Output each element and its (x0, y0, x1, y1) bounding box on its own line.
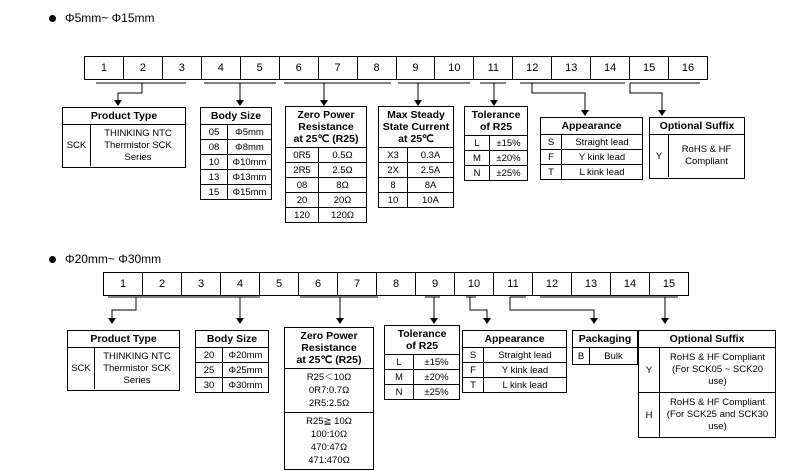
value-cell: Φ10mm (228, 155, 272, 170)
box-header: Optional Suffix (650, 118, 744, 135)
digit-cell: 5 (260, 273, 299, 295)
box-header: Packaging (573, 331, 637, 348)
table-row (379, 193, 453, 208)
max-current-box (378, 106, 454, 208)
digit-cell: 13 (552, 57, 591, 79)
box-header: Product Type (68, 331, 179, 348)
table-row (541, 150, 642, 165)
value-cell: 2.5Ω (319, 163, 367, 178)
table-row (541, 165, 642, 180)
code-cell: H (639, 393, 660, 438)
box-header: Tolerance (397, 328, 447, 340)
digit-cell: 6 (299, 273, 338, 295)
value-cell: ±25% (490, 166, 528, 181)
value-cell: ±25% (414, 385, 460, 400)
code-cell: L (385, 355, 414, 370)
value-cell: ±15% (490, 136, 528, 151)
box-header-line: at 25℃ (398, 133, 434, 145)
digit-cell: 12 (533, 273, 572, 295)
desc-cell: RoHS & HF Compliant (681, 144, 732, 167)
digit-cell: 10 (435, 57, 474, 79)
code-cell: X3 (379, 148, 408, 163)
value-cell: Φ30mm (223, 378, 269, 393)
table-row (465, 166, 527, 181)
tolerance-box (384, 325, 460, 400)
value-cell: RoHS & HF Compliant (For SCK05 ~ SCK20 use) (660, 348, 776, 393)
digit-cell: 2 (143, 273, 182, 295)
code-cell: S (541, 135, 562, 150)
desc-cell: THINKING NTC Thermistor SCK Series (104, 127, 172, 163)
value-cell: Straight lead (484, 348, 567, 363)
code-cell: N (465, 166, 490, 181)
code-cell: 05 (201, 125, 228, 140)
digit-cell: 11 (474, 57, 513, 79)
code-cell: S (463, 348, 484, 363)
resistance-line: R25＜10Ω (306, 372, 352, 383)
code-cell: Y (639, 348, 660, 393)
table-row (201, 170, 271, 185)
table-row (286, 163, 366, 178)
value-cell: Φ15mm (228, 185, 272, 200)
code-cell: 10 (201, 155, 228, 170)
digit-cell: 7 (319, 57, 358, 79)
digit-cell: 11 (494, 273, 533, 295)
optional-suffix-box (649, 117, 745, 179)
digit-cell: 10 (455, 273, 494, 295)
value-cell: 8A (408, 178, 454, 193)
table-row (463, 378, 566, 393)
table-row (465, 136, 527, 151)
value-cell: Φ5mm (228, 125, 272, 140)
value-cell: L kink lead (562, 165, 643, 180)
resistance-line: 0R7:0.7Ω (308, 385, 350, 396)
table-row (379, 148, 453, 163)
code-cell: 10 (379, 193, 408, 208)
digit-cell: 15 (630, 57, 669, 79)
code-cell: M (465, 151, 490, 166)
table-row (201, 185, 271, 200)
resistance-line: R25≧ 10Ω (285, 412, 373, 428)
table-row (463, 348, 566, 363)
box-header-line: at 25℃ (R25) (296, 354, 362, 366)
code-cell: 08 (201, 140, 228, 155)
box-header-line: Resistance (301, 342, 357, 354)
digit-cell: 2 (124, 57, 163, 79)
code-cell: F (541, 150, 562, 165)
value-cell: Y kink lead (484, 363, 567, 378)
table-row (286, 208, 366, 223)
resistance-line: 100:10Ω (310, 429, 348, 440)
table-row (196, 348, 268, 363)
value-cell: L kink lead (484, 378, 567, 393)
section-bullet (49, 256, 56, 263)
box-header-line: State Current (382, 121, 450, 133)
table-row (196, 378, 268, 393)
code-cell: M (385, 370, 414, 385)
digit-cell: 16 (681, 62, 695, 74)
table-row (201, 155, 271, 170)
code-cell: 25 (196, 363, 223, 378)
box-header: Body Size (201, 108, 271, 125)
resistance-line: 471:470Ω (308, 455, 350, 466)
table-row (379, 178, 453, 193)
digit-cell: 15 (662, 278, 676, 290)
code-cell: 120 (286, 208, 319, 223)
digit-cell: 9 (416, 273, 455, 295)
desc-cell: THINKING NTC Thermistor SCK Series (103, 350, 171, 386)
body-size-box (200, 107, 272, 200)
digit-cell: 6 (280, 57, 319, 79)
code-cell: 08 (286, 178, 319, 193)
value-cell: Φ8mm (228, 140, 272, 155)
code-cell: B (573, 348, 590, 364)
optional-suffix-box (638, 330, 776, 438)
box-header-line: at 25℃ (R25) (293, 133, 359, 145)
digit-cell: 9 (397, 57, 436, 79)
table-row (385, 385, 459, 400)
zero-power-box (285, 106, 367, 223)
resistance-line: 470:47Ω (310, 442, 348, 453)
table-row (286, 148, 366, 163)
code-cell: 13 (201, 170, 228, 185)
value-cell: Φ20mm (223, 348, 269, 363)
digit-cell: 12 (513, 57, 552, 79)
table-row (385, 370, 459, 385)
resistance-line: 2R5:2.5Ω (308, 398, 350, 409)
box-header: Zero Power (297, 109, 355, 121)
table-row (201, 125, 271, 140)
box-header: Body Size (196, 331, 268, 348)
digit-cell: 13 (572, 273, 611, 295)
code-cell: 20 (196, 348, 223, 363)
value-cell: Φ25mm (223, 363, 269, 378)
box-header: Appearance (541, 118, 642, 135)
product-type-box (62, 107, 186, 168)
product-type-box (67, 330, 180, 391)
table-row (639, 393, 775, 438)
digit-cell: 14 (591, 57, 630, 79)
table-row (201, 140, 271, 155)
section-bullet (49, 15, 56, 22)
digit-cell: 7 (338, 273, 377, 295)
box-header: Zero Power (300, 330, 358, 342)
value-cell: 8Ω (319, 178, 367, 193)
code-cell: 8 (379, 178, 408, 193)
code-cell: L (465, 136, 490, 151)
table-row (541, 135, 642, 150)
code-cell: T (541, 165, 562, 180)
code-cell: SCK (68, 348, 95, 389)
box-header: Appearance (463, 331, 566, 348)
table-row (286, 193, 366, 208)
box-header-line: Resistance (298, 121, 354, 133)
code-cell: Y (650, 135, 669, 177)
value-cell: ±20% (414, 370, 460, 385)
box-header: Max Steady (387, 109, 445, 121)
code-cell: 2X (379, 163, 408, 178)
packaging-box (572, 330, 638, 365)
digit-cell: 4 (221, 273, 260, 295)
value-cell: 120Ω (319, 208, 367, 223)
box-header: Product Type (63, 108, 185, 125)
table-row (286, 178, 366, 193)
value-cell: ±15% (414, 355, 460, 370)
table-row (385, 355, 459, 370)
value-cell: 20Ω (319, 193, 367, 208)
appearance-box (462, 330, 567, 393)
table-row (639, 348, 775, 393)
digit-cell: 3 (163, 57, 202, 79)
value-cell: 2.5A (408, 163, 454, 178)
table-row (465, 151, 527, 166)
code-cell: 20 (286, 193, 319, 208)
digit-cell: 1 (104, 273, 143, 295)
digit-cell: 5 (241, 57, 280, 79)
digit-cell: 4 (202, 57, 241, 79)
value-cell: RoHS & HF Compliant (For SCK25 and SCK30 use) (660, 393, 776, 438)
part-number-strip (103, 272, 689, 296)
value-cell: Φ13mm (228, 170, 272, 185)
value-cell: 0.3A (408, 148, 454, 163)
table-row (196, 363, 268, 378)
code-cell: F (463, 363, 484, 378)
digit-cell: 1 (85, 57, 124, 79)
box-header-line: of R25 (479, 121, 513, 133)
value-cell: Straight lead (562, 135, 643, 150)
digit-cell: 3 (182, 273, 221, 295)
value-cell: Y kink lead (562, 150, 643, 165)
value-cell: 10A (408, 193, 454, 208)
section-title: Φ20mm~ Φ30mm (65, 252, 162, 266)
box-header-line: of R25 (405, 340, 439, 352)
code-cell: 0R5 (286, 148, 319, 163)
code-cell: 2R5 (286, 163, 319, 178)
digit-cell: 14 (611, 273, 650, 295)
digit-cell: 8 (358, 57, 397, 79)
tolerance-box (464, 106, 528, 181)
code-cell: 30 (196, 378, 223, 393)
table-row (463, 363, 566, 378)
part-number-strip (84, 56, 708, 80)
zero-power-box (284, 327, 374, 470)
box-header: Tolerance (471, 109, 521, 121)
code-cell: N (385, 385, 414, 400)
code-cell: 15 (201, 185, 228, 200)
value-cell: ±20% (490, 151, 528, 166)
digit-cell: 8 (377, 273, 416, 295)
body-size-box (195, 330, 269, 393)
value-cell: 0.5Ω (319, 148, 367, 163)
table-row (379, 163, 453, 178)
code-cell: SCK (63, 125, 91, 166)
section-title: Φ5mm~ Φ15mm (65, 11, 155, 25)
box-header: Optional Suffix (639, 331, 775, 348)
appearance-box (540, 117, 643, 180)
code-cell: T (463, 378, 484, 393)
desc-cell: Bulk (604, 350, 623, 362)
